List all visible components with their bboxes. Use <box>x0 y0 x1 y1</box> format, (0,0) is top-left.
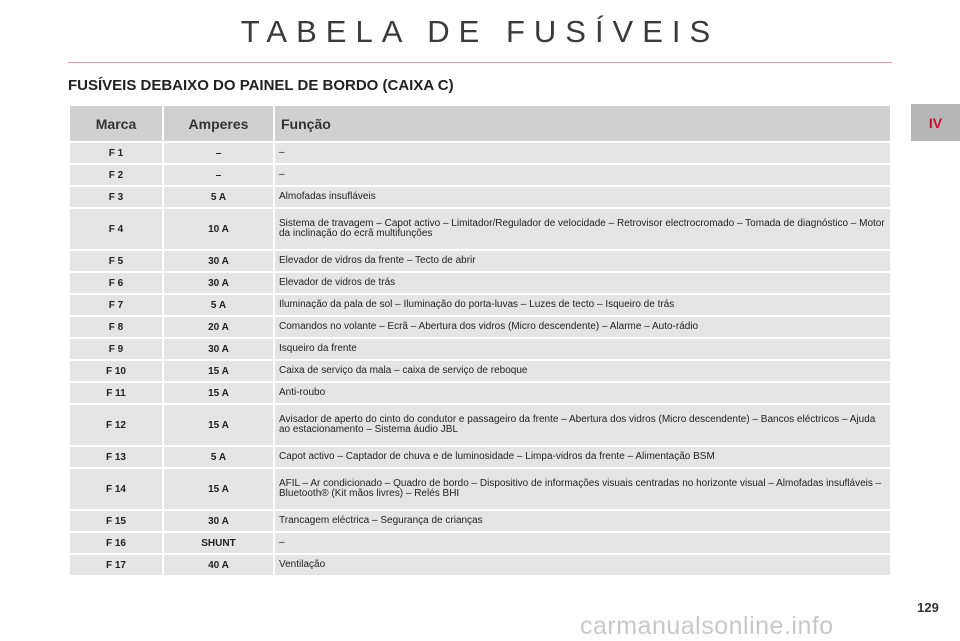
table-row <box>69 164 891 186</box>
fuse-amperes: 30 A <box>163 510 274 532</box>
fuse-marca: F 17 <box>69 554 163 576</box>
fuse-amperes: 15 A <box>163 382 274 404</box>
fuse-funcao: AFIL – Ar condicionado – Quadro de bordo – Dispositivo de informações visuais centradas no horizonte visual – Almofadas insufláveis – Bluetooth® (Kit mãos livres) – Relés BHI <box>274 468 891 510</box>
fuse-funcao: Trancagem eléctrica – Segurança de crianças <box>274 510 891 532</box>
fuse-amperes: 30 A <box>163 250 274 272</box>
fuse-marca: F 10 <box>69 360 163 382</box>
table-row <box>69 316 891 338</box>
chapter-tab: IV <box>911 104 960 141</box>
fuse-amperes: 5 A <box>163 294 274 316</box>
table-row <box>69 532 891 554</box>
page-title: TABELA DE FUSÍVEIS <box>240 14 720 49</box>
fuse-marca: F 16 <box>69 532 163 554</box>
fuse-funcao: – <box>274 142 891 164</box>
table-row <box>69 382 891 404</box>
fuse-amperes: 30 A <box>163 338 274 360</box>
table-row <box>69 510 891 532</box>
fuse-table <box>68 104 892 577</box>
title-divider <box>68 62 892 63</box>
column-header-amperes: Amperes <box>163 105 274 142</box>
table-row <box>69 338 891 360</box>
table-row <box>69 250 891 272</box>
table-row <box>69 554 891 576</box>
table-row <box>69 468 891 510</box>
fuse-funcao: Capot activo – Captador de chuva e de luminosidade – Limpa-vidros da frente – Alimentação BSM <box>274 446 891 468</box>
fuse-funcao: Ventilação <box>274 554 891 576</box>
section-title: FUSÍVEIS DEBAIXO DO PAINEL DE BORDO (CAIXA C) <box>68 77 454 94</box>
fuse-marca: F 15 <box>69 510 163 532</box>
table-row <box>69 294 891 316</box>
fuse-funcao: Iluminação da pala de sol – Iluminação do porta-luvas – Luzes de tecto – Isqueiro de trás <box>274 294 891 316</box>
fuse-funcao: Sistema de travagem – Capot activo – Limitador/Regulador de velocidade – Retrovisor electrocromado – Tomada de diagnóstico – Motor da inclinação do ecrã multifunções <box>274 208 891 250</box>
column-header-marca: Marca <box>69 105 163 142</box>
fuse-amperes: 20 A <box>163 316 274 338</box>
fuse-funcao: Isqueiro da frente <box>274 338 891 360</box>
fuse-marca: F 14 <box>69 468 163 510</box>
page-number: 129 <box>917 600 939 615</box>
fuse-funcao: – <box>274 532 891 554</box>
table-row <box>69 446 891 468</box>
fuse-amperes: 30 A <box>163 272 274 294</box>
fuse-funcao: Almofadas insufláveis <box>274 186 891 208</box>
fuse-funcao: Anti-roubo <box>274 382 891 404</box>
table-row <box>69 360 891 382</box>
fuse-marca: F 9 <box>69 338 163 360</box>
fuse-amperes: – <box>163 142 274 164</box>
fuse-amperes: 40 A <box>163 554 274 576</box>
watermark: carmanualsonline.info <box>580 612 834 640</box>
fuse-amperes: 15 A <box>163 360 274 382</box>
table-row <box>69 272 891 294</box>
fuse-marca: F 8 <box>69 316 163 338</box>
fuse-funcao: Elevador de vidros de trás <box>274 272 891 294</box>
fuse-marca: F 11 <box>69 382 163 404</box>
table-header-row <box>69 105 891 142</box>
fuse-amperes: 5 A <box>163 186 274 208</box>
fuse-funcao: Elevador de vidros da frente – Tecto de abrir <box>274 250 891 272</box>
fuse-marca: F 1 <box>69 142 163 164</box>
table-row <box>69 186 891 208</box>
fuse-amperes: 5 A <box>163 446 274 468</box>
table-row <box>69 142 891 164</box>
fuse-marca: F 12 <box>69 404 163 446</box>
fuse-amperes: 15 A <box>163 404 274 446</box>
fuse-funcao: – <box>274 164 891 186</box>
fuse-marca: F 13 <box>69 446 163 468</box>
fuse-funcao: Avisador de aperto do cinto do condutor e passageiro da frente – Abertura dos vidros (Micro descendente) – Bancos eléctricos – Ajuda ao estacionamento – Sistema áudio JBL <box>274 404 891 446</box>
fuse-marca: F 2 <box>69 164 163 186</box>
column-header-funcao: Função <box>274 105 891 142</box>
table-row <box>69 404 891 446</box>
fuse-marca: F 5 <box>69 250 163 272</box>
fuse-amperes: 10 A <box>163 208 274 250</box>
fuse-funcao: Caixa de serviço da mala – caixa de serviço de reboque <box>274 360 891 382</box>
fuse-marca: F 7 <box>69 294 163 316</box>
fuse-marca: F 3 <box>69 186 163 208</box>
table-row <box>69 208 891 250</box>
fuse-marca: F 6 <box>69 272 163 294</box>
fuse-amperes: SHUNT <box>163 532 274 554</box>
fuse-amperes: 15 A <box>163 468 274 510</box>
fuse-amperes: – <box>163 164 274 186</box>
fuse-funcao: Comandos no volante – Ecrã – Abertura dos vidros (Micro descendente) – Alarme – Auto-rádio <box>274 316 891 338</box>
fuse-marca: F 4 <box>69 208 163 250</box>
